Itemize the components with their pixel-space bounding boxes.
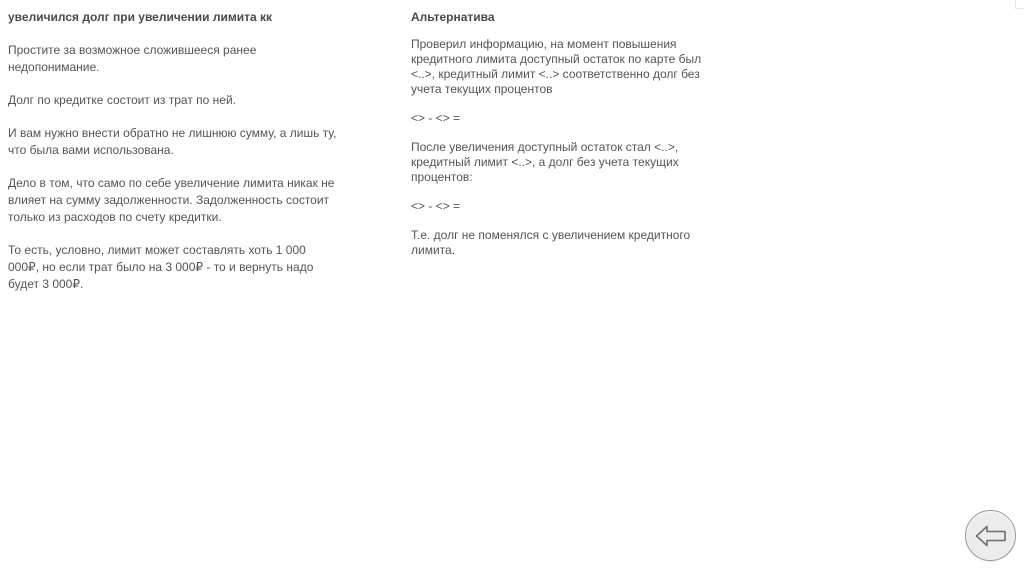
right-paragraph-4: <> - <> =	[411, 199, 461, 213]
right-paragraph-5: Т.е. долг не поменялся с увеличением кредитного лимита.	[411, 228, 691, 257]
right-paragraph-1: Проверил информацию, на момент повышения кредитного лимита доступный остаток по карте был <..>, кредитный лимит <..> соответственно долг без учета текущих процентов	[411, 37, 702, 96]
left-paragraph-2: Долг по кредитке состоит из трат по ней.	[8, 93, 236, 107]
left-paragraph-5: То есть, условно, лимит может составлять хоть 1 000 000₽, но если трат было на 3 000₽ - то и вернуть надо будет 3 000₽.	[8, 243, 314, 291]
left-paragraph-1: Простите за возможное сложившееся ранее недопонимание.	[8, 43, 257, 74]
corner-divider	[1015, 0, 1024, 9]
right-column	[411, 8, 721, 272]
back-button[interactable]	[965, 510, 1016, 561]
left-paragraph-4: Дело в том, что само по себе увеличение лимита никак не влияет на сумму задолженности. Задолженность состоит только из расходов по счету кредитки.	[8, 176, 335, 224]
arrow-left-icon	[975, 525, 1007, 547]
left-column-title: увеличился долг при увеличении лимита кк	[8, 10, 272, 24]
right-paragraph-3: После увеличения доступный остаток стал <..>, кредитный лимит <..>, а долг без учета текущих процентов:	[411, 140, 679, 184]
right-paragraph-2: <> - <> =	[411, 111, 461, 125]
right-column-title: Альтернатива	[411, 10, 495, 24]
left-column	[8, 8, 358, 309]
left-paragraph-3: И вам нужно внести обратно не лишнюю сумму, а лишь ту, что была вами использована.	[8, 126, 337, 157]
